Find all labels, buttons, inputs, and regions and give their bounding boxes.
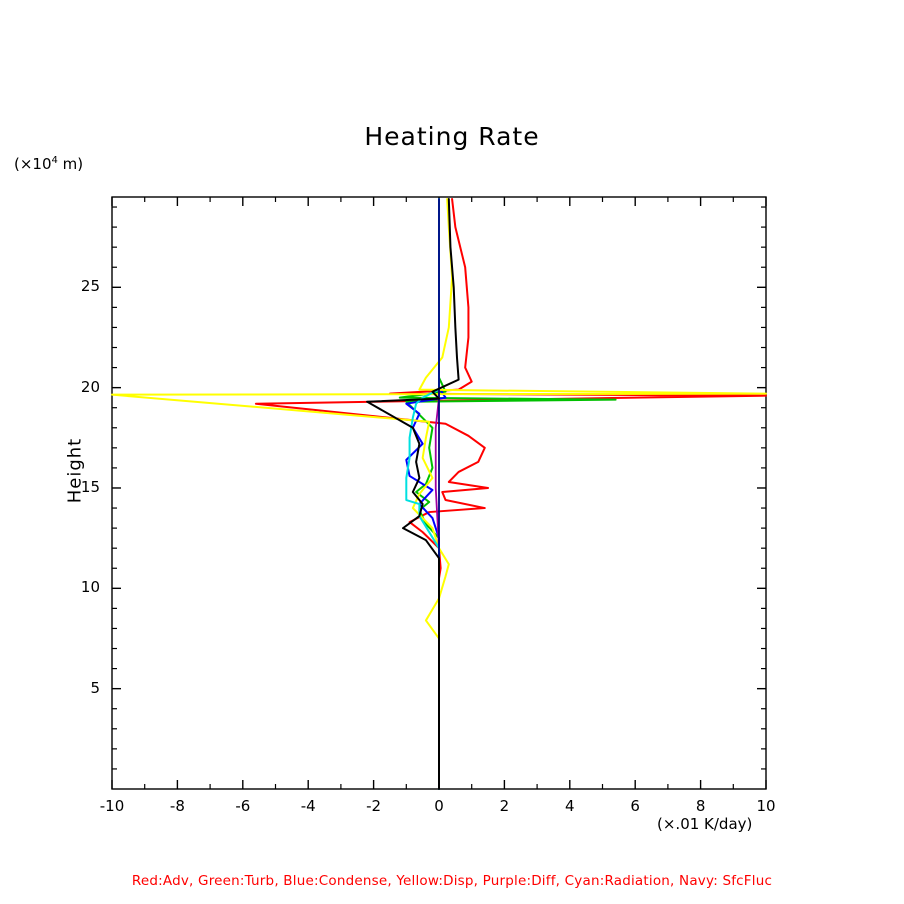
x-tick-label: -4: [300, 797, 316, 815]
x-tick-label: 0: [434, 797, 444, 815]
x-tick-label: 4: [565, 797, 575, 815]
x-tick-label: -2: [366, 797, 382, 815]
x-tick-label: 10: [756, 797, 776, 815]
y-axis-units-base: (×10: [14, 155, 52, 173]
series-line-turb: [400, 199, 616, 789]
y-tick-label: 10: [80, 578, 100, 597]
series-line-total: [367, 199, 459, 789]
x-tick-label: -10: [99, 797, 125, 815]
y-axis-units-tail: m): [57, 155, 84, 173]
y-tick-label: 20: [80, 377, 100, 396]
x-axis-units: (×.01 K/day): [657, 815, 753, 833]
y-axis-label: Height: [64, 437, 86, 504]
series-line-adv: [256, 199, 766, 789]
x-tick-label: 6: [630, 797, 640, 815]
y-tick-label: 5: [90, 678, 100, 697]
y-tick-label: 25: [80, 277, 100, 296]
x-tick-label: -6: [235, 797, 251, 815]
x-tick-label: -8: [169, 797, 185, 815]
page-title: Heating Rate: [364, 122, 540, 151]
series-line-radiation: [406, 199, 439, 789]
x-tick-label: 2: [499, 797, 510, 815]
legend: Red:Adv, Green:Turb, Blue:Condense, Yellow:Disp, Purple:Diff, Cyan:Radiation, Navy: SfcFluc: [131, 873, 773, 889]
y-tick-label: 15: [80, 477, 100, 496]
y-axis-units-exponent: 4: [51, 155, 58, 166]
x-tick-label: 8: [695, 797, 706, 815]
